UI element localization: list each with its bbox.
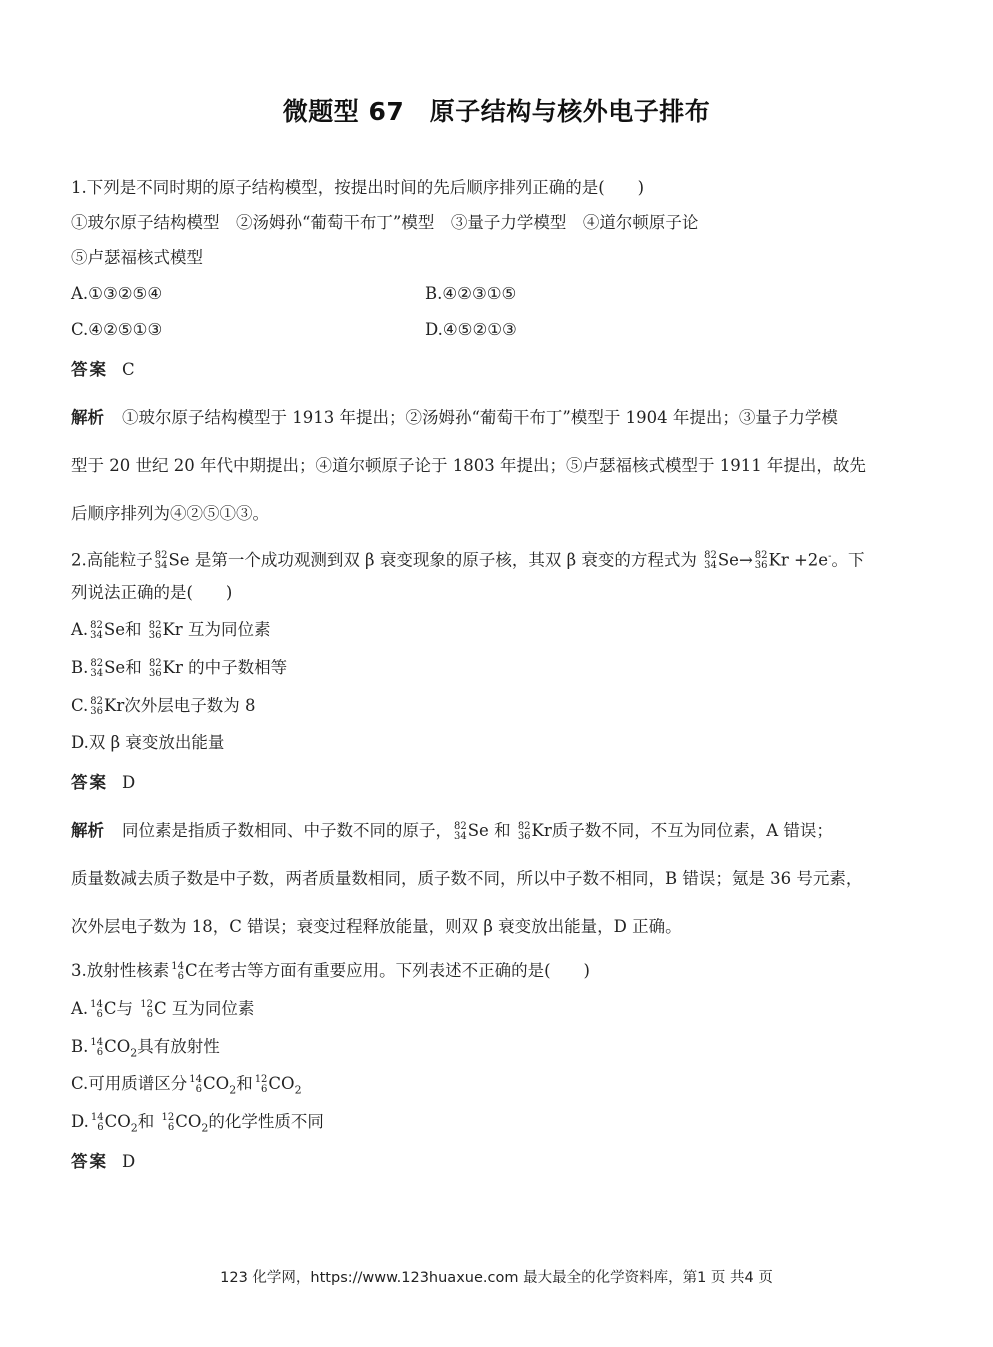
q2-option-c: C. 82 36 Kr次外层电子数为 8 bbox=[71, 695, 256, 717]
explanation-text: ①玻尔原子结构模型于 1913 年提出；②汤姆孙“葡萄干布丁”模型于 1904 年提出；③量子力学模 bbox=[122, 408, 838, 427]
nuclide-c14: 14 6 bbox=[171, 960, 184, 982]
q2-option-a: A. 82 34 Se和 82 36 Kr 互为同位素 bbox=[71, 619, 271, 641]
answer-value: C bbox=[122, 360, 135, 379]
answer-value: D bbox=[122, 773, 136, 792]
nuclide-kr: 82 36 bbox=[148, 619, 162, 641]
stem-text: 是第一个成功观测到双 β 衰变现象的原子核，其双 β 衰变的方程式为 bbox=[194, 550, 697, 570]
q2-explanation-line3: 次外层电子数为 18，C 错误；衰变过程释放能量，则双 β 衰变放出能量，D 正确。 bbox=[71, 917, 682, 936]
element-symbol: Kr bbox=[768, 550, 789, 570]
q1-stem: 1.下列是不同时期的原子结构模型，按提出时间的先后顺序排列正确的是( ) bbox=[71, 178, 645, 197]
nuclide-se: 82 34 bbox=[90, 657, 104, 679]
charge-sign: - bbox=[828, 551, 832, 562]
q1-items-line1: ①玻尔原子结构模型 ②汤姆孙“葡萄干布丁”模型 ③量子力学模型 ④道尔顿原子论 bbox=[71, 213, 699, 232]
q3-option-a: A. 14 6 C与 12 6 C 互为同位素 bbox=[71, 998, 255, 1020]
stem-text: 2.高能粒子 bbox=[71, 550, 153, 570]
answer-label: 答案 bbox=[71, 1152, 108, 1171]
element-symbol: Se bbox=[717, 550, 739, 570]
q1-answer bbox=[71, 359, 135, 381]
q1-option-c: C.④②⑤①③ bbox=[71, 320, 163, 339]
nuclide-se: 82 34 bbox=[154, 550, 168, 571]
nuclide-c14: 14 6 bbox=[90, 1111, 104, 1133]
nuclide-kr: 82 36 bbox=[517, 820, 531, 842]
nuclide-c12: 12 6 bbox=[254, 1073, 268, 1095]
q2-explanation-line1: 解析 同位素是指质子数相同、中子数不同的原子， 82 34 Se 和 82 36 Kr质子数不同，不互为同位素，A 错误； bbox=[71, 820, 833, 842]
q3-answer bbox=[71, 1151, 135, 1173]
q1-explanation-line1 bbox=[71, 407, 838, 429]
element-symbol: Se bbox=[168, 550, 190, 570]
page-title: 微题型 67 原子结构与核外电子排布 bbox=[282, 97, 711, 126]
q2-stem-line1 bbox=[71, 546, 864, 572]
nuclide-se: 82 34 bbox=[454, 820, 467, 842]
q2-answer bbox=[71, 772, 135, 794]
nuclide-se: 82 34 bbox=[704, 550, 717, 571]
explanation-label: 解析 bbox=[71, 408, 104, 427]
q1-items-line2: ⑤卢瑟福核式模型 bbox=[71, 248, 203, 267]
q1-option-b: B.④②③①⑤ bbox=[425, 284, 517, 303]
q1-option-d: D.④⑤②①③ bbox=[425, 320, 517, 339]
q2-explanation-line2: 质量数减去质子数是中子数，两者质量数相同，质子数不同，所以中子数不相同，B 错误；氪是 36 号元素， bbox=[71, 869, 863, 888]
q2-option-b: B. 82 34 Se和 82 36 Kr 的中子数相等 bbox=[71, 657, 288, 679]
q3-option-b: B. 14 6 $CO_2$具有放射性 bbox=[71, 1036, 220, 1060]
q2-option-d: D.双 β 衰变放出能量 bbox=[71, 733, 225, 752]
q1-explanation-line2: 型于 20 世纪 20 年代中期提出；④道尔顿原子论于 1803 年提出；⑤卢瑟福核式模型于 1911 年提出，故先 bbox=[71, 456, 866, 475]
nuclide-c14: 14 6 bbox=[90, 998, 103, 1020]
q3-option-c: C.可用质谱区分 14 6 $CO_2$和 12 6 $CO_2$ bbox=[71, 1073, 302, 1097]
page-footer: 123 化学网，https://www.123huaxue.com 最大最全的化学资料库，第1 页 共4 页 bbox=[220, 1270, 773, 1286]
q3-stem: 3.放射性核素 14 6 C在考古等方面有重要应用。下列表述不正确的是( ) bbox=[71, 960, 590, 982]
nuclide-kr: 82 36 bbox=[754, 550, 768, 571]
q1-option-a: A.①③②⑤④ bbox=[71, 284, 163, 303]
nuclide-se: 82 34 bbox=[90, 619, 103, 641]
q2-stem-line2: 列说法正确的是( ) bbox=[71, 583, 233, 602]
stem-text: 。下 bbox=[831, 550, 865, 570]
nuclide-c14: 14 6 bbox=[189, 1073, 203, 1095]
answer-value: D bbox=[122, 1152, 136, 1171]
stem-text: +2e bbox=[793, 550, 829, 570]
nuclide-c12: 12 6 bbox=[161, 1111, 175, 1133]
reaction-arrow: → bbox=[738, 550, 753, 570]
q3-option-d: D. 14 6 $CO_2$和 12 6 $CO_2$的化学性质不同 bbox=[71, 1111, 324, 1135]
q1-explanation-line3: 后顺序排列为④②⑤①③。 bbox=[71, 504, 269, 523]
answer-label: 答案 bbox=[71, 360, 108, 379]
nuclide-kr: 82 36 bbox=[90, 695, 104, 717]
nuclide-c12: 12 6 bbox=[140, 998, 154, 1020]
nuclide-c14: 14 6 bbox=[90, 1036, 104, 1058]
answer-label: 答案 bbox=[71, 773, 108, 792]
explanation-label: 解析 bbox=[71, 821, 104, 840]
nuclide-kr: 82 36 bbox=[148, 657, 162, 679]
